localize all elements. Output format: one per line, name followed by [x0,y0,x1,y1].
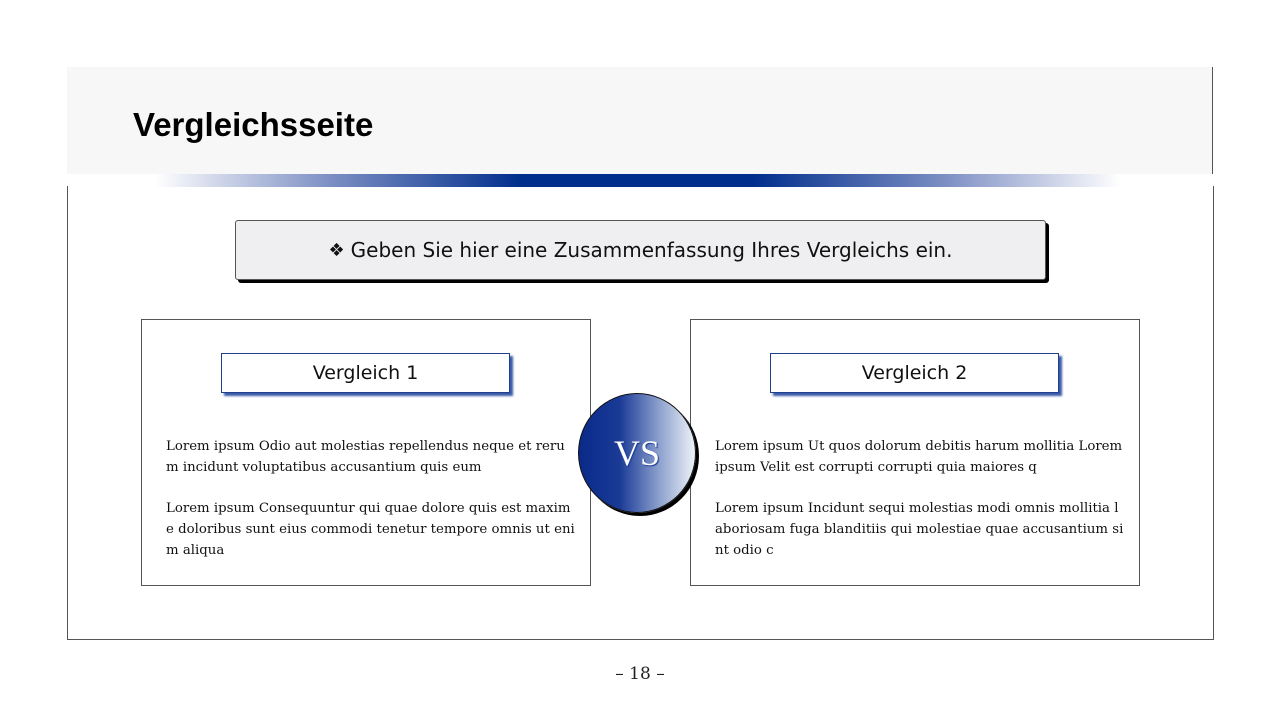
summary-text: Geben Sie hier eine Zusammenfassung Ihres Vergleichs ein. [350,238,953,262]
comparison-panel-1 [141,319,591,586]
summary-box[interactable] [235,220,1046,280]
comparison-body-1 [166,436,576,581]
paragraph: Lorem ipsum Odio aut molestias repellendus neque et rerum incidunt voluptatibus accusantium quis eum [166,439,565,475]
comparison-label-1[interactable]: Vergleich 1 [221,353,510,393]
paragraph: Lorem ipsum Incidunt sequi molestias modi omnis mollitia laboriosam fuga blanditiis qui molestiae quae accusantium sint odio c [715,501,1124,558]
vs-badge: VS [578,393,696,513]
frame-border [1212,67,1213,174]
comparison-body-2 [715,436,1125,581]
paragraph: Lorem ipsum Ut quos dolorum debitis harum mollitia Lorem ipsum Velit est corrupti corrupti quia maiores q [715,439,1123,475]
comparison-panel-2 [690,319,1140,586]
paragraph: Lorem ipsum Consequuntur qui quae dolore quis est maxime doloribus sunt eius commodi tenetur tempore omnis ut enim aliqua [166,501,575,558]
comparison-label-2[interactable]: Vergleich 2 [770,353,1059,393]
four-diamonds-icon: ❖ [328,239,345,261]
page-title: Vergleichsseite [133,106,374,143]
page-number: – 18 – [615,664,665,684]
